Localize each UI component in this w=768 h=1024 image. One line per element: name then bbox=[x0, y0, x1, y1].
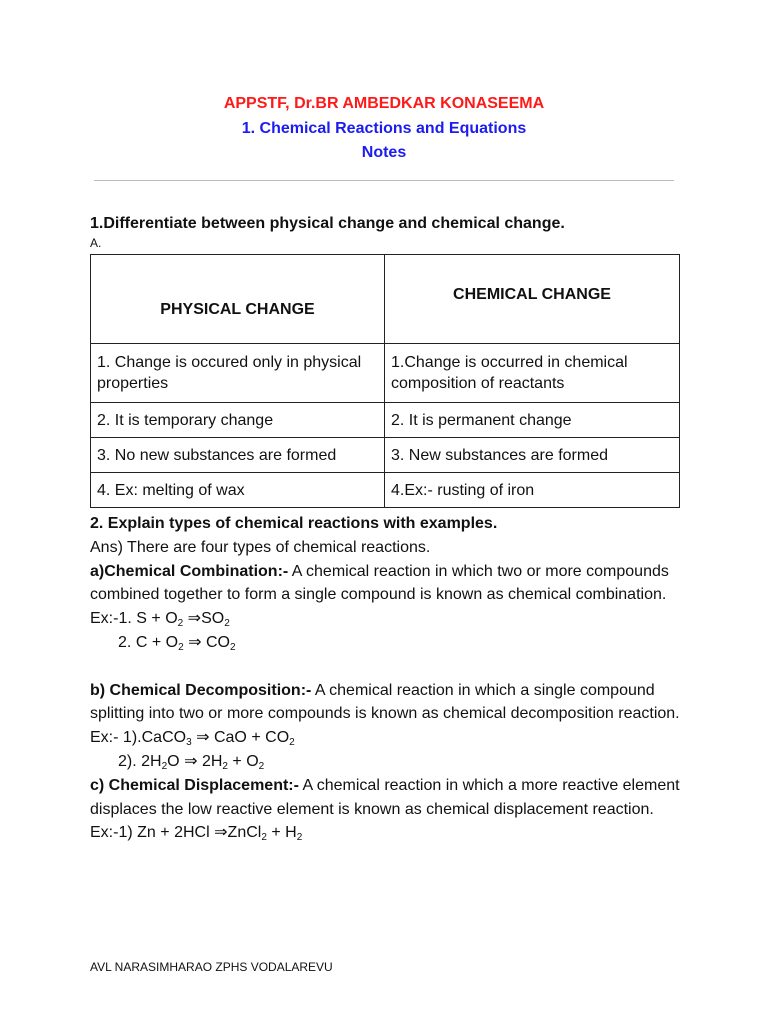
table-cell: 1. Change is occured only in physical properties bbox=[91, 344, 385, 403]
decomposition-heading: b) Chemical Decomposition:- bbox=[90, 681, 312, 699]
question-2: 2. Explain types of chemical reactions with examples. bbox=[90, 515, 498, 532]
table-header-row bbox=[91, 255, 680, 344]
table-cell: 4. Ex: melting of wax bbox=[91, 473, 385, 508]
header-notes-label: Notes bbox=[361, 144, 407, 161]
displacement-paragraph bbox=[90, 774, 690, 822]
table-cell: 3. New substances are formed bbox=[385, 438, 680, 473]
table-row bbox=[91, 473, 680, 508]
spacer bbox=[90, 655, 690, 679]
table-row bbox=[91, 344, 680, 403]
table-header-physical: PHYSICAL CHANGE bbox=[91, 255, 385, 344]
document-header bbox=[0, 92, 768, 166]
combination-heading: a)Chemical Combination:- bbox=[90, 562, 289, 580]
decomposition-example-2: 2). $2H_2O$ ⇒ $2H_2 + O_2$ bbox=[118, 752, 265, 772]
table-row bbox=[91, 403, 680, 438]
table-header-chemical: CHEMICAL CHANGE bbox=[385, 255, 680, 344]
combination-example-1: Ex:-1. $S + O_2$ $\Rightarrow SO_2$ bbox=[90, 610, 230, 630]
question-2-section bbox=[90, 512, 690, 845]
displacement-heading: c) Chemical Displacement:- bbox=[90, 776, 299, 794]
page-footer: AVL NARASIMHARAO ZPHS VODALAREVU bbox=[90, 960, 333, 974]
table-cell: 2. It is temporary change bbox=[91, 403, 385, 438]
answer-label: A. bbox=[90, 236, 102, 250]
combination-example-2: 2. $C + O_2$ ⇒ $CO_2$ bbox=[118, 633, 236, 653]
displacement-example-1: Ex:-1) Zn + 2HCl ⇒ZnCl$_2$ + $H_2$ bbox=[90, 824, 303, 844]
decomposition-example-1: Ex:- 1).CaCO$_3$ ⇒ CaO + $CO_2$ bbox=[90, 729, 295, 749]
combination-paragraph bbox=[90, 560, 690, 608]
combination-text: A chemical reaction in which two or more compounds combined together to form a single compound is known as chemical combination. bbox=[90, 562, 669, 604]
header-organization: APPSTF, Dr.BR AMBEDKAR KONASEEMA bbox=[223, 95, 545, 112]
question-1: 1.Differentiate between physical change and chemical change. bbox=[90, 215, 565, 232]
table-cell: 2. It is permanent change bbox=[385, 403, 680, 438]
table-row bbox=[91, 438, 680, 473]
table-cell: 4.Ex:- rusting of iron bbox=[385, 473, 680, 508]
decomposition-text: A chemical reaction in which a single compound splitting into two or more compounds is known as chemical decomposition reaction. bbox=[90, 681, 680, 723]
table-cell: 1.Change is occurred in chemical composition of reactants bbox=[385, 344, 680, 403]
comparison-table bbox=[90, 254, 680, 508]
answer-intro: Ans) There are four types of chemical reactions. bbox=[90, 538, 431, 556]
decomposition-paragraph bbox=[90, 679, 690, 727]
header-divider bbox=[94, 180, 674, 181]
header-chapter-title: 1. Chemical Reactions and Equations bbox=[241, 119, 527, 137]
table-cell: 3. No new substances are formed bbox=[91, 438, 385, 473]
displacement-text: A chemical reaction in which a more reactive element displaces the low reactive element is known as chemical displacement reaction. bbox=[90, 776, 680, 818]
